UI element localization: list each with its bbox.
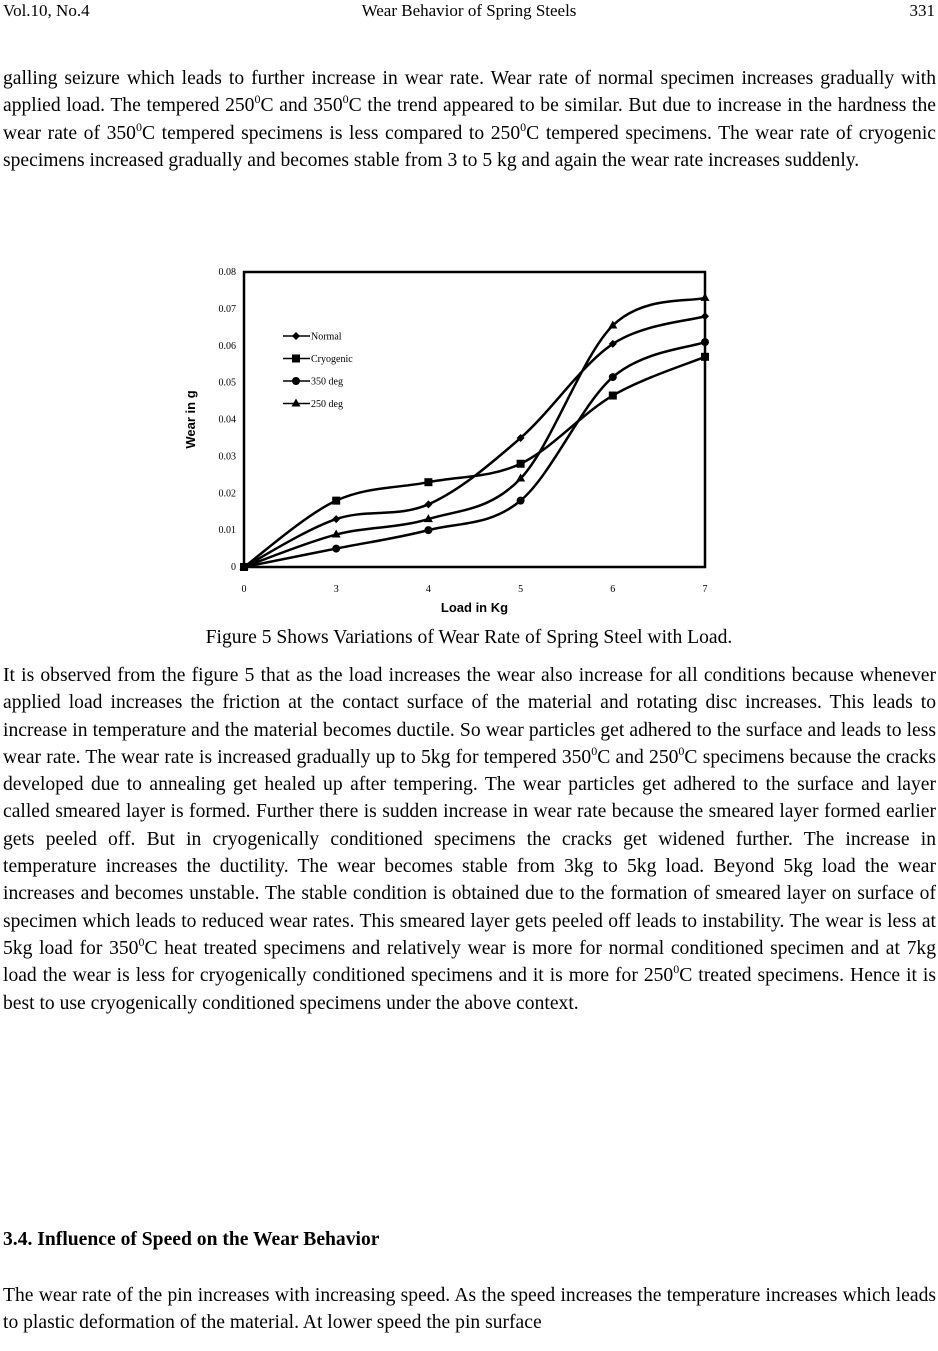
paragraph-3 bbox=[3, 1282, 936, 1337]
legend-marker-circle bbox=[292, 377, 300, 385]
legend-label: Normal bbox=[311, 331, 342, 343]
data-point-circle bbox=[517, 497, 525, 505]
y-tick-label: 0.04 bbox=[218, 414, 236, 426]
text-run: C specimens because the cracks developed due to annealing get healed up after tempering. The wear particles get adhered to the surface and layer called smeared layer is formed. Further there is sudden increase in wear rate because the smeared layer formed earlier gets peeled off. But in cryogenically conditioned specimens the cracks get widened further. The increase in temperature increases the ductility. The wear becomes stable from 3kg to 5kg load. Beyond 5kg load the wear increases and becomes unstable. The stable condition is obtained due to the formation of smeared layer on surface of specimen which leads to reduced wear rates. This smeared layer gets peeled off leads to instability. The wear is less at 5kg load for 350 bbox=[3, 746, 936, 959]
data-point-square bbox=[517, 460, 525, 468]
text-run: It is observed from the figure 5 that as the load increases the wear also increase for all conditions because whenever applied load increases the friction at the contact surface of the material and rotating disc increases. This leads to increase in temperature and the material becomes ductile. So wear particles get adhered to the surface and leads to less wear rate. The wear rate is increased gradually up to 5kg for tempered 350 bbox=[3, 665, 936, 768]
data-point-diamond bbox=[332, 515, 340, 523]
y-tick-label: 0.05 bbox=[218, 377, 236, 389]
superscript-degree: 0 bbox=[520, 119, 527, 134]
header-page-number: 331 bbox=[909, 1, 935, 20]
data-point-circle bbox=[609, 373, 617, 381]
data-point-square bbox=[609, 392, 617, 400]
text-run: C and 250 bbox=[597, 746, 679, 768]
data-point-circle bbox=[424, 526, 432, 534]
data-point-square bbox=[701, 353, 709, 361]
data-point-square bbox=[332, 497, 340, 505]
x-tick-label: 5 bbox=[518, 584, 524, 595]
x-axis-label: Load in Kg bbox=[440, 600, 509, 615]
text-run: C the trend appeared to be similar. But due to increase in the hardness the wear rate of 350 bbox=[3, 95, 936, 144]
legend-label: 350 deg bbox=[311, 376, 343, 388]
legend-marker-diamond bbox=[292, 332, 300, 340]
x-tick-label: 0 bbox=[241, 584, 247, 595]
text-run: C and 350 bbox=[260, 95, 343, 117]
legend-label: Cryogenic bbox=[311, 354, 353, 365]
superscript-degree: 0 bbox=[673, 962, 680, 977]
x-tick-label: 6 bbox=[610, 584, 616, 595]
superscript-degree: 0 bbox=[342, 92, 349, 107]
y-axis-label: Wear in g bbox=[183, 390, 198, 449]
text-run: C treated specimens. Hence it is best to use cryogenically conditioned specimens under the above context. bbox=[3, 965, 936, 1014]
superscript-degree: 0 bbox=[591, 743, 598, 758]
text-run: galling seizure which leads to further increase in wear rate. Wear rate of normal specimen increases gradually with applied load. The tempered 250 bbox=[3, 68, 936, 117]
data-point-square bbox=[424, 478, 432, 486]
y-tick-label: 0.02 bbox=[218, 488, 236, 500]
data-point-circle bbox=[701, 338, 709, 346]
wear-vs-load-chart bbox=[180, 260, 720, 620]
data-point-triangle bbox=[701, 293, 710, 301]
superscript-degree: 0 bbox=[254, 92, 261, 107]
text-run: C tempered specimens. The wear rate of cryogenic specimens increased gradually and becomes stable from 3 to 5 kg and again the wear rate increases suddenly. bbox=[3, 122, 936, 171]
x-tick-label: 4 bbox=[425, 584, 431, 595]
text-run: C heat treated specimens and relatively wear is more for normal conditioned specimen and at 7kg load the wear is less for cryogenically conditioned specimens and it is more for 250 bbox=[3, 937, 937, 987]
y-tick-label: 0.08 bbox=[218, 267, 236, 278]
text-run: C tempered specimens is less compared to 250 bbox=[141, 122, 521, 144]
superscript-degree: 0 bbox=[135, 119, 142, 134]
x-tick-label: 7 bbox=[702, 584, 708, 595]
legend-marker-triangle bbox=[292, 399, 301, 407]
superscript-degree: 0 bbox=[678, 743, 685, 758]
y-tick-label: 0.03 bbox=[218, 451, 236, 463]
paragraph-1 bbox=[3, 65, 936, 174]
data-point-diamond bbox=[424, 500, 432, 508]
series-line-1 bbox=[244, 357, 705, 567]
x-tick-label: 3 bbox=[333, 584, 339, 595]
header-title: Wear Behavior of Spring Steels bbox=[361, 1, 577, 20]
y-tick-label: 0.06 bbox=[218, 340, 236, 352]
header-volume: Vol.10, No.4 bbox=[3, 1, 90, 20]
y-tick-label: 0 bbox=[231, 562, 236, 573]
data-point-diamond bbox=[701, 312, 709, 320]
legend-label: 250 deg bbox=[311, 399, 343, 410]
superscript-degree: 0 bbox=[138, 934, 145, 949]
legend-marker-square bbox=[292, 355, 300, 363]
paragraph-2 bbox=[3, 662, 936, 1017]
figure-caption: Figure 5 Shows Variations of Wear Rate of Spring Steel with Load. bbox=[205, 627, 733, 648]
text-run: The wear rate of the pin increases with increasing speed. As the speed increases the temperature increases which leads to plastic deformation of the material. At lower speed the pin surface bbox=[3, 1285, 936, 1334]
y-tick-label: 0.07 bbox=[218, 303, 236, 315]
section-heading: 3.4. Influence of Speed on the Wear Behavior bbox=[3, 1229, 380, 1250]
data-point-circle bbox=[332, 545, 340, 553]
y-tick-label: 0.01 bbox=[218, 525, 236, 537]
